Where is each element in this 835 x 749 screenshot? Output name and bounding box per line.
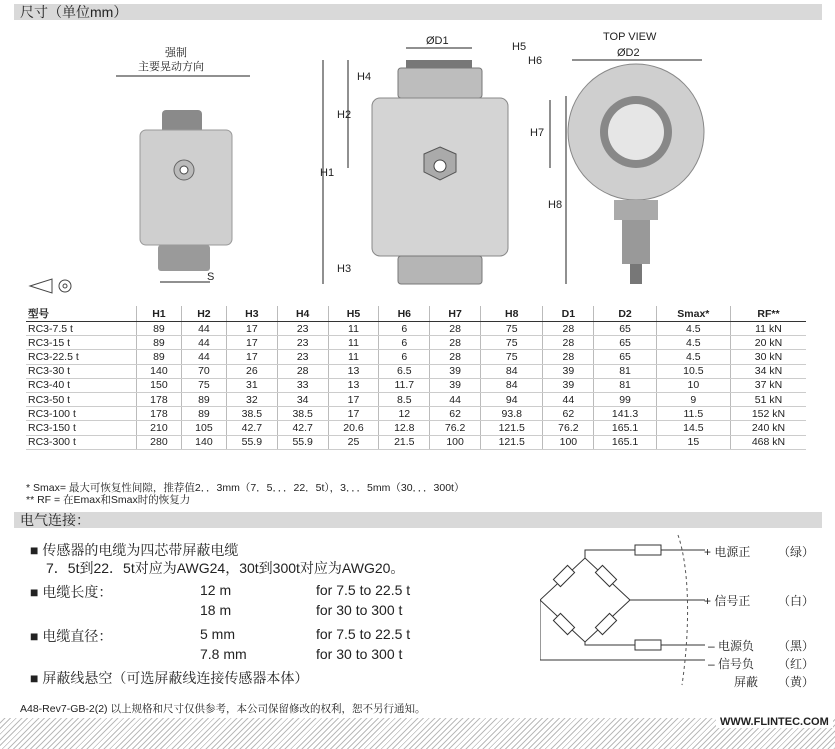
column-header: RF**: [730, 306, 806, 322]
column-header: D2: [594, 306, 656, 322]
table-cell: 14.5: [656, 421, 730, 435]
table-cell: 33: [277, 378, 328, 392]
table-cell: RC3-40 t: [26, 378, 136, 392]
table-cell: 17: [328, 392, 379, 406]
table-cell: 34: [277, 392, 328, 406]
table-cell: 51 kN: [730, 392, 806, 406]
footer-note: A48-Rev7-GB-2(2) 以上规格和尺寸仅供参考，本公司保留修改的权利，恕不另行通知。: [20, 703, 426, 715]
table-cell: RC3-300 t: [26, 435, 136, 449]
table-cell: 70: [181, 364, 226, 378]
table-cell: 9: [656, 392, 730, 406]
wire-shield-color: （黄）: [778, 675, 815, 689]
table-cell: 6: [379, 336, 430, 350]
wire-signal-plus: + 信号正: [704, 594, 751, 608]
table-cell: 28: [277, 364, 328, 378]
wire-signal-plus-color: （白）: [778, 594, 815, 608]
table-cell: 62: [543, 407, 594, 421]
table-cell: 178: [136, 407, 181, 421]
table-cell: 93.8: [481, 407, 543, 421]
table-cell: 6: [379, 322, 430, 336]
table-row: [26, 336, 806, 350]
table-cell: 10: [656, 378, 730, 392]
table-row: [26, 364, 806, 378]
table-cell: 11 kN: [730, 322, 806, 336]
table-cell: 17: [226, 322, 277, 336]
cable-diameter-2: 7.8 mm: [200, 646, 247, 662]
wire-power-minus-color: （黑）: [778, 639, 815, 653]
table-cell: 165.1: [594, 421, 656, 435]
column-header: H1: [136, 306, 181, 322]
table-cell: 280: [136, 435, 181, 449]
table-cell: 28: [543, 350, 594, 364]
table-cell: 89: [181, 407, 226, 421]
table-cell: 100: [430, 435, 481, 449]
table-cell: 100: [543, 435, 594, 449]
table-cell: 17: [328, 407, 379, 421]
table-cell: 84: [481, 378, 543, 392]
table-row: [26, 378, 806, 392]
table-cell: 11: [328, 336, 379, 350]
column-header: Smax*: [656, 306, 730, 322]
cable-length-1-range: for 7.5 to 22.5 t: [316, 582, 411, 598]
table-cell: RC3-30 t: [26, 364, 136, 378]
bridge-resistors: [553, 565, 616, 634]
loadcell-top-view: [568, 64, 704, 284]
table-cell: 11.5: [656, 407, 730, 421]
cable-diameter-2-range: for 30 to 300 t: [316, 646, 403, 662]
table-cell: RC3-15 t: [26, 336, 136, 350]
table-cell: 141.3: [594, 407, 656, 421]
loadcell-perspective: [140, 110, 232, 271]
table-cell: 75: [181, 378, 226, 392]
table-cell: 55.9: [277, 435, 328, 449]
table-cell: 28: [543, 336, 594, 350]
table-cell: 65: [594, 336, 656, 350]
h3-label: H3: [337, 263, 352, 275]
table-cell: 65: [594, 322, 656, 336]
h2-label: H2: [337, 109, 352, 121]
table-cell: 44: [543, 392, 594, 406]
table-row: [26, 350, 806, 364]
table-row: [26, 421, 806, 435]
table-cell: 31: [226, 378, 277, 392]
table-cell: 81: [594, 364, 656, 378]
table-body: [26, 322, 806, 450]
table-cell: 89: [136, 322, 181, 336]
table-cell: 140: [136, 364, 181, 378]
table-cell: 65: [594, 350, 656, 364]
table-cell: 94: [481, 392, 543, 406]
table-cell: 8.5: [379, 392, 430, 406]
table-cell: 13: [328, 378, 379, 392]
table-cell: 75: [481, 336, 543, 350]
table-row: [26, 392, 806, 406]
table-cell: 37 kN: [730, 378, 806, 392]
table-cell: 28: [430, 350, 481, 364]
table-cell: 89: [181, 392, 226, 406]
table-cell: 89: [136, 336, 181, 350]
table-row: [26, 407, 806, 421]
table-cell: 121.5: [481, 421, 543, 435]
table-cell: 4.5: [656, 350, 730, 364]
table-cell: 44: [181, 322, 226, 336]
table-cell: 20.6: [328, 421, 379, 435]
d1-label: ØD1: [426, 35, 449, 47]
table-cell: 13: [328, 364, 379, 378]
table-cell: 12: [379, 407, 430, 421]
table-row: [26, 435, 806, 449]
table-cell: 20 kN: [730, 336, 806, 350]
wire-shield: 屏蔽: [734, 675, 759, 689]
table-cell: 75: [481, 350, 543, 364]
table-cell: 152 kN: [730, 407, 806, 421]
table-cell: 81: [594, 378, 656, 392]
table-cell: 11: [328, 322, 379, 336]
h7-label: H7: [530, 127, 545, 139]
table-cell: 99: [594, 392, 656, 406]
table-cell: 105: [181, 421, 226, 435]
table-cell: 25: [328, 435, 379, 449]
table-cell: 34 kN: [730, 364, 806, 378]
table-cell: 178: [136, 392, 181, 406]
table-cell: 10.5: [656, 364, 730, 378]
dimensions-section-title: 尺寸（单位mm）: [14, 4, 822, 20]
table-cell: 30 kN: [730, 350, 806, 364]
table-cell: 28: [430, 322, 481, 336]
d2-label: ØD2: [617, 47, 640, 59]
h4-label: H4: [357, 71, 372, 83]
table-cell: 76.2: [430, 421, 481, 435]
footnote-rf: ** RF = 在Emax和Smax时的恢复力: [26, 494, 191, 506]
cable-diameter-1: 5 mm: [200, 626, 235, 642]
cable-diameter-1-range: for 7.5 to 22.5 t: [316, 626, 411, 642]
table-cell: 26: [226, 364, 277, 378]
table-header-row: [26, 306, 806, 322]
table-cell: 44: [181, 336, 226, 350]
top-view-label: TOP VIEW: [603, 31, 657, 43]
table-cell: 23: [277, 350, 328, 364]
footnote-smax: * Smax= 最大可恢复性间隙，推荐值2．．3mm（7．5．．．22．5t），3．．．5mm（30．．．300t）: [26, 482, 465, 494]
wire-signal-minus-color: （红）: [778, 657, 815, 671]
cable-length-1: 12 m: [200, 582, 232, 598]
wiring-diagram: [540, 530, 710, 690]
projection-symbol-icon: [30, 279, 71, 293]
h1-label: H1: [320, 167, 335, 179]
table-cell: 39: [430, 378, 481, 392]
table-cell: 28: [543, 322, 594, 336]
wire-power-plus-color: （绿）: [778, 545, 815, 559]
table-cell: 11: [328, 350, 379, 364]
column-header: H4: [277, 306, 328, 322]
table-cell: 76.2: [543, 421, 594, 435]
table-cell: 140: [181, 435, 226, 449]
table-cell: 39: [430, 364, 481, 378]
table-cell: 210: [136, 421, 181, 435]
footnotes: [26, 482, 464, 506]
table-cell: 38.5: [277, 407, 328, 421]
table-cell: 23: [277, 322, 328, 336]
table-cell: RC3-150 t: [26, 421, 136, 435]
table-row: [26, 322, 806, 336]
table-cell: RC3-22.5 t: [26, 350, 136, 364]
column-header: H7: [430, 306, 481, 322]
table-cell: RC3-7.5 t: [26, 322, 136, 336]
cable-length-2-range: for 30 to 300 t: [316, 602, 403, 618]
footer-hatch: [0, 718, 835, 749]
spec-table: [26, 306, 806, 450]
website-label: WWW.FLINTEC.COM: [716, 716, 833, 728]
table-cell: 28: [430, 336, 481, 350]
table-cell: 44: [181, 350, 226, 364]
table-cell: 39: [543, 378, 594, 392]
column-header: H6: [379, 306, 430, 322]
column-header: H5: [328, 306, 379, 322]
table-cell: 165.1: [594, 435, 656, 449]
table-cell: 12.8: [379, 421, 430, 435]
table-cell: 11.7: [379, 378, 430, 392]
table-cell: 55.9: [226, 435, 277, 449]
h8-label: H8: [548, 199, 563, 211]
wire-signal-minus: – 信号负: [708, 657, 755, 671]
table-cell: 6.5: [379, 364, 430, 378]
dimension-drawings: [0, 20, 835, 305]
h5-label: H5: [512, 41, 527, 53]
table-cell: 38.5: [226, 407, 277, 421]
wire-power-plus: + 电源正: [704, 545, 751, 559]
table-cell: 39: [543, 364, 594, 378]
table-cell: 240 kN: [730, 421, 806, 435]
table-cell: 6: [379, 350, 430, 364]
column-header: H3: [226, 306, 277, 322]
wire-power-minus: – 电源负: [708, 639, 755, 653]
table-cell: 150: [136, 378, 181, 392]
table-cell: 62: [430, 407, 481, 421]
column-header: H2: [181, 306, 226, 322]
table-cell: 44: [430, 392, 481, 406]
column-header: 型号: [26, 306, 136, 322]
table-cell: 4.5: [656, 322, 730, 336]
table-cell: 32: [226, 392, 277, 406]
cable-type-text: ■ 传感器的电缆为四芯带屏蔽电缆: [30, 542, 239, 558]
column-header: H8: [481, 306, 543, 322]
s-label: S: [207, 271, 215, 283]
table-cell: 15: [656, 435, 730, 449]
table-cell: 468 kN: [730, 435, 806, 449]
table-cell: 89: [136, 350, 181, 364]
table-cell: 121.5: [481, 435, 543, 449]
column-header: D1: [543, 306, 594, 322]
cable-awg-text: 7．5t到22．5t对应为AWG24，30t到300t对应为AWG20。: [46, 560, 405, 576]
table-cell: 23: [277, 336, 328, 350]
table-cell: RC3-100 t: [26, 407, 136, 421]
table-cell: 84: [481, 364, 543, 378]
table-cell: 4.5: [656, 336, 730, 350]
direction-label-2: 主要晃动方向: [138, 61, 204, 73]
cable-length-2: 18 m: [200, 602, 232, 618]
table-cell: 75: [481, 322, 543, 336]
h6-label: H6: [528, 55, 543, 67]
table-cell: 17: [226, 350, 277, 364]
table-cell: 17: [226, 336, 277, 350]
electrical-section-title: 电气连接：: [14, 512, 822, 528]
loadcell-front-view: [372, 60, 508, 284]
table-cell: 42.7: [226, 421, 277, 435]
direction-label-1: 强制: [165, 47, 187, 59]
cable-length-label: ■ 电缆长度：: [30, 584, 113, 600]
table-cell: 42.7: [277, 421, 328, 435]
table-cell: RC3-50 t: [26, 392, 136, 406]
table-cell: 21.5: [379, 435, 430, 449]
shield-text: ■ 屏蔽线悬空（可选屏蔽线连接传感器本体）: [30, 670, 309, 686]
cable-diameter-label: ■ 电缆直径：: [30, 628, 113, 644]
